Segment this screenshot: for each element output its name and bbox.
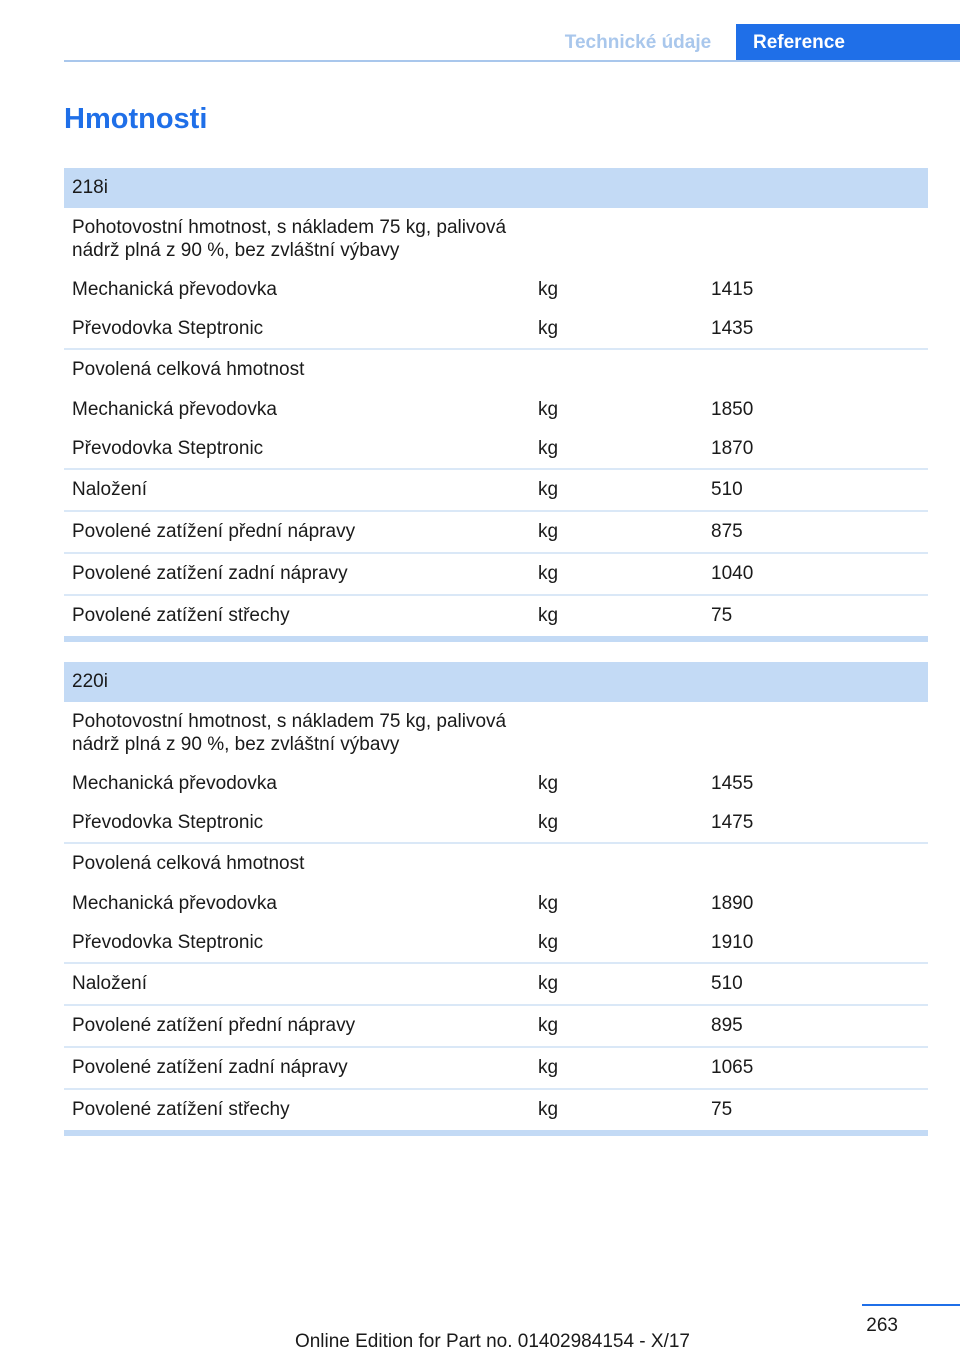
row-label: Mechanická převodovka [72,278,277,300]
row-value: 1455 [711,772,754,794]
row-label: Převodovka Steptronic [72,317,264,339]
table-section-header: 218i [64,168,928,208]
footer-divider [862,1304,960,1306]
table-row [64,208,928,270]
row-value: 1065 [711,1057,754,1078]
row-label: Povolené zatížení přední nápravy [72,1015,356,1036]
row-label: Povolené zatížení zadní nápravy [72,563,348,584]
table-row [64,842,928,884]
row-label: Povolené zatížení zadní nápravy [72,1057,348,1078]
table-row [64,1088,928,1130]
table-bottom-rule [64,636,928,642]
table-section-header: 220i [64,662,928,702]
table-row [64,884,928,923]
row-unit: kg [538,605,559,626]
row-unit: kg [538,521,559,542]
row-unit: kg [538,563,559,584]
row-value: 1890 [711,892,754,914]
row-unit: kg [538,892,559,914]
row-value: 1415 [711,278,754,300]
table-row [64,594,928,636]
row-unit: kg [538,398,559,420]
table-row [64,923,928,962]
row-label: Převodovka Steptronic [72,437,264,459]
row-label: Povolené zatížení střechy [72,1099,290,1120]
row-value: 1435 [711,317,754,339]
table-row [64,429,928,468]
table-row [64,270,928,309]
weight-table-220i [64,662,928,1136]
tab-technical-data[interactable]: Technické údaje [564,31,712,53]
table-row [64,510,928,552]
row-unit: kg [538,317,559,339]
row-label: Povolená celková hmotnost [72,359,305,380]
header-divider [64,60,960,62]
row-value: 510 [711,479,743,500]
page-title: Hmotnosti [64,103,208,135]
row-label: Naložení [72,973,147,994]
row-value: 1850 [711,398,754,420]
row-unit: kg [538,931,559,953]
table-row [64,764,928,803]
table-row [64,702,928,764]
row-label: Pohotovostní hmotnost, s nákladem 75 kg, palivová nádrž plná z 90 %, bez zvláštní výbavy [72,217,507,261]
row-label: Převodovka Steptronic [72,811,264,833]
table-row [64,348,928,390]
page-number: 263 [866,1315,898,1336]
row-unit: kg [538,772,559,794]
table-row [64,390,928,429]
row-label: Povolené zatížení střechy [72,605,290,626]
row-value: 510 [711,973,743,994]
row-value: 75 [711,1099,733,1120]
table-row [64,962,928,1004]
table-row [64,803,928,842]
row-label: Naložení [72,479,147,500]
row-value: 895 [711,1015,743,1036]
row-value: 1040 [711,563,754,584]
row-label: Mechanická převodovka [72,398,277,420]
row-label: Povolená celková hmotnost [72,853,305,874]
row-label: Povolené zatížení přední nápravy [72,521,356,542]
row-unit: kg [538,479,559,500]
row-unit: kg [538,1057,559,1078]
table-row [64,1004,928,1046]
table-row [64,1046,928,1088]
row-value: 1910 [711,931,754,953]
row-value: 875 [711,521,743,542]
row-value: 75 [711,605,733,626]
row-unit: kg [538,437,559,459]
row-unit: kg [538,811,559,833]
row-unit: kg [538,1099,559,1120]
row-label: Mechanická převodovka [72,772,277,794]
table-row [64,468,928,510]
row-unit: kg [538,278,559,300]
row-unit: kg [538,973,559,994]
row-unit: kg [538,1015,559,1036]
row-value: 1475 [711,811,754,833]
table-row [64,552,928,594]
tab-reference[interactable]: Reference [736,24,960,61]
row-label: Pohotovostní hmotnost, s nákladem 75 kg, palivová nádrž plná z 90 %, bez zvláštní výbavy [72,711,507,755]
edition-note: Online Edition for Part no. 01402984154 - X/17 [294,1331,690,1352]
row-label: Převodovka Steptronic [72,931,264,953]
row-label: Mechanická převodovka [72,892,277,914]
weight-table-218i [64,168,928,642]
table-bottom-rule [64,1130,928,1136]
table-row [64,309,928,348]
row-value: 1870 [711,437,754,459]
